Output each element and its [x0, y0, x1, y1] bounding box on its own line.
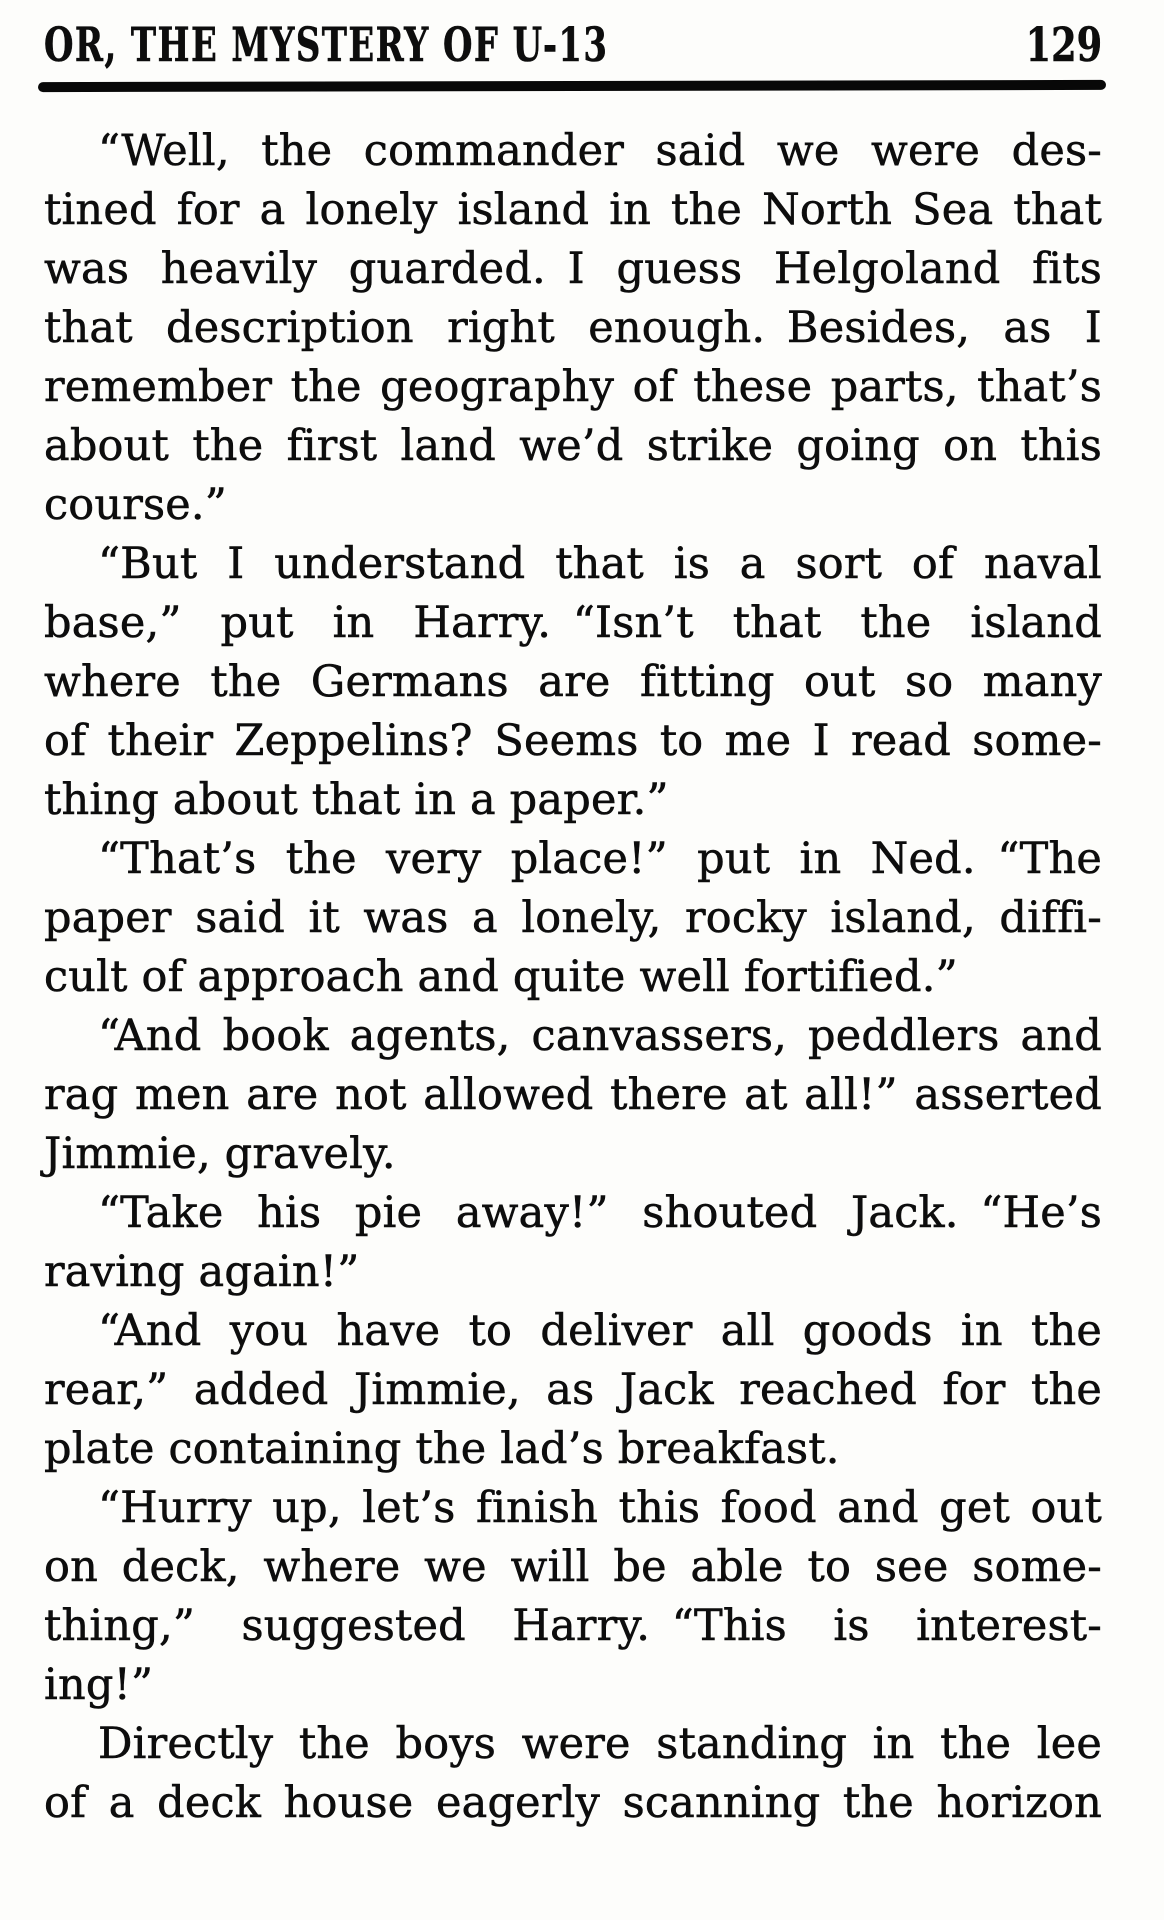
text-line: of a deck house eagerly scanning the horizon [44, 1778, 1102, 1828]
text-line: about the first land we’d strike going on this [44, 421, 1102, 471]
text-line: “Well, the commander said we were des- [98, 126, 1102, 176]
text-line: plate containing the lad’s breakfast. [44, 1424, 840, 1474]
text-line: that description right enough. Besides, as I [44, 303, 1102, 353]
text-line: “And book agents, canvassers, peddlers and [98, 1011, 1102, 1061]
paragraph [44, 1479, 1102, 1715]
page-header [44, 20, 1102, 72]
text-line: raving again!” [44, 1247, 360, 1297]
text-line: was heavily guarded. I guess Helgoland fits [44, 244, 1102, 294]
text-line: Directly the boys were standing in the lee [98, 1719, 1102, 1769]
text-line: “Hurry up, let’s finish this food and get out [98, 1483, 1102, 1533]
text-line: rag men are not allowed there at all!” asserted [44, 1070, 1102, 1120]
text-line: tined for a lonely island in the North Sea that [44, 185, 1102, 235]
text-line: base,” put in Harry. “Isn’t that the island [44, 598, 1102, 648]
text-line: of their Zeppelins? Seems to me I read some- [44, 716, 1102, 766]
paragraph [44, 830, 1102, 1007]
text-line: rear,” added Jimmie, as Jack reached for the [44, 1365, 1102, 1415]
text-line: course.” [44, 480, 227, 530]
text-line: on deck, where we will be able to see some- [44, 1542, 1102, 1592]
text-line: “That’s the very place!” put in Ned. “The [98, 834, 1102, 884]
text-line: thing,” suggested Harry. “This is interest- [44, 1601, 1102, 1651]
text-line: “And you have to deliver all goods in the [98, 1306, 1102, 1356]
paragraph [44, 1302, 1102, 1479]
paragraph [44, 1715, 1102, 1833]
paragraph [44, 535, 1102, 830]
text-line: where the Germans are fitting out so many [44, 657, 1102, 707]
text-line: ing!” [44, 1660, 154, 1710]
paragraph [44, 1007, 1102, 1184]
paragraph [44, 122, 1102, 535]
text-line: remember the geography of these parts, that’s [44, 362, 1102, 412]
text-line: “Take his pie away!” shouted Jack. “He’s [98, 1188, 1102, 1238]
page-body [44, 122, 1102, 1833]
paragraph [44, 1184, 1102, 1302]
running-title: OR, THE MYSTERY OF U-13 [44, 18, 609, 73]
text-line: “But I understand that is a sort of naval [98, 539, 1102, 589]
text-line: Jimmie, gravely. [44, 1129, 396, 1179]
page-number: 129 [1025, 18, 1102, 73]
header-rule [38, 80, 1106, 92]
text-line: thing about that in a paper.” [44, 775, 669, 825]
text-line: paper said it was a lonely, rocky island, diffi- [44, 893, 1102, 943]
text-line: cult of approach and quite well fortified.” [44, 952, 958, 1002]
